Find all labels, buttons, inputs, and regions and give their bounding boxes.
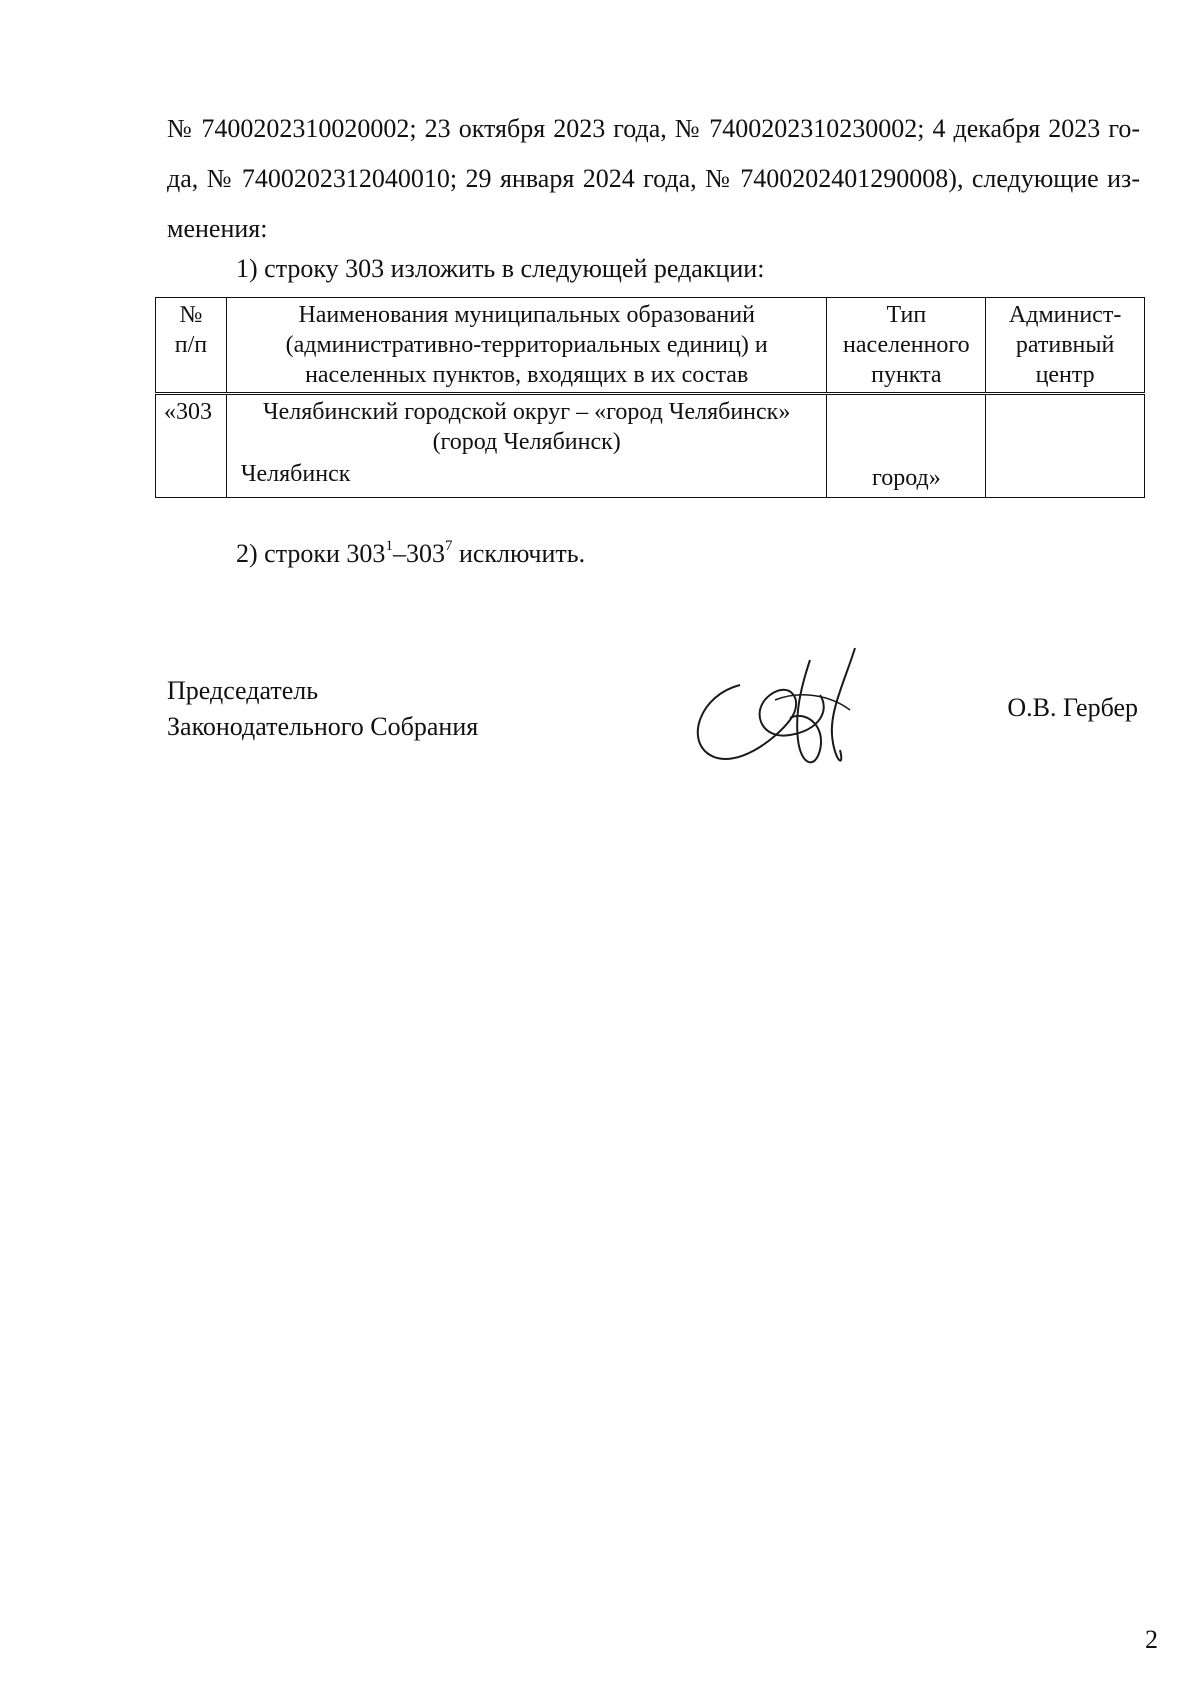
row-name-line-2: (город Челябинск) <box>432 429 621 455</box>
header-type-line: пункта <box>871 362 942 388</box>
signatory-name: О.В. Гербер <box>1007 693 1138 722</box>
row-num-cell <box>156 394 227 498</box>
header-center-line: ративный <box>1015 332 1115 358</box>
intro-line-1: № 7400202310020002; 23 октября 2023 года, № 7400202310230002; 4 декабря 2023 го- <box>167 114 1140 143</box>
header-center-line: центр <box>1035 362 1095 388</box>
item-2-text <box>236 538 585 570</box>
header-name-line: Наименования муниципальных образований <box>298 302 755 328</box>
header-num-line: № <box>179 302 203 328</box>
signatory-title-line-1: Председатель <box>167 676 319 705</box>
header-name-line: (административно-территориальных единиц) и <box>285 332 768 358</box>
row-num: «303 <box>164 399 212 425</box>
handwritten-signature <box>680 640 920 780</box>
settlements-table <box>155 297 1145 498</box>
item-2-suffix: исключить. <box>452 539 586 568</box>
row-type-cell <box>827 394 986 498</box>
signatory-title-line-2: Законодательного Собрания <box>167 712 479 741</box>
row-center-cell <box>986 394 1145 498</box>
header-num-line: п/п <box>174 332 208 358</box>
intro-line-2: да, № 7400202312040010; 29 января 2024 года, № 7400202401290008), следующие из- <box>167 164 1140 193</box>
signatory-title <box>167 673 478 745</box>
header-type-line: населенного <box>843 332 970 358</box>
header-center <box>986 298 1145 394</box>
intro-paragraph <box>167 104 1140 254</box>
intro-line-3: менения: <box>167 214 268 243</box>
header-name <box>226 298 827 394</box>
header-type-line: Тип <box>886 302 927 328</box>
header-num <box>156 298 227 394</box>
row-name-cell <box>226 394 827 498</box>
header-center-line: Админист- <box>1008 302 1122 328</box>
table-row <box>156 394 1145 498</box>
row-type: город» <box>871 465 941 491</box>
row-name-line-3: Челябинск <box>240 461 351 487</box>
header-name-line: населенных пунктов, входящих в их состав <box>305 362 749 388</box>
page-number: 2 <box>1145 1625 1158 1654</box>
table-header-row <box>156 298 1145 394</box>
item-2-prefix: 2) строки 303 <box>236 539 386 568</box>
row-name-line-1: Челябинский городской округ – «город Челябинск» <box>263 399 791 425</box>
item-2-sup-2: 7 <box>444 538 453 555</box>
item-1-text: 1) строку 303 изложить в следующей редакции: <box>236 254 765 283</box>
item-2-sup-1: 1 <box>385 538 393 555</box>
header-type <box>827 298 986 394</box>
item-2-middle: –303 <box>392 539 445 568</box>
